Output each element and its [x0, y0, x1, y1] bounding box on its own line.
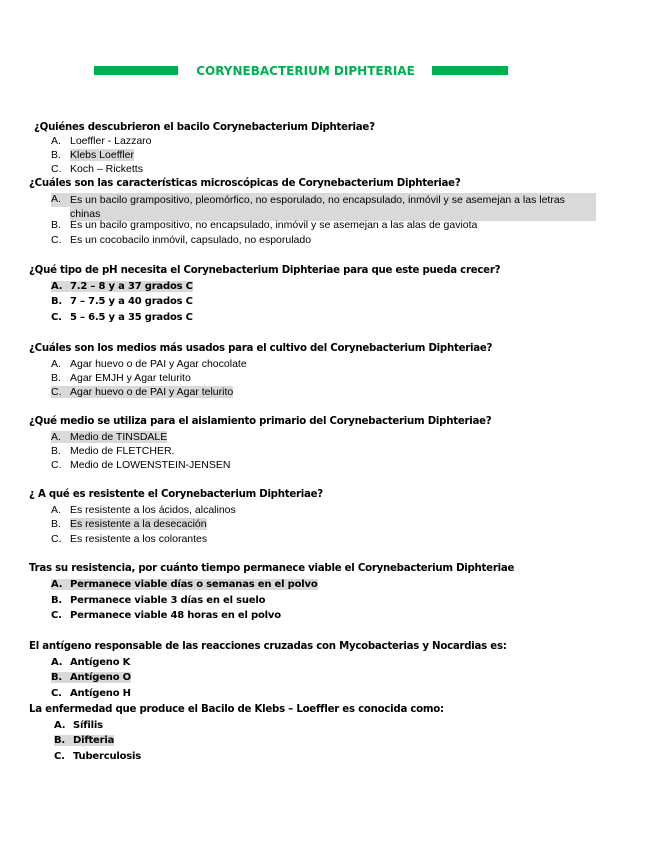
q4-option-a[interactable]: A. Agar huevo o de PAI y Agar chocolate: [51, 358, 247, 370]
q7-option-a[interactable]: A. Permanece viable días o semanas en el polvo: [51, 579, 318, 590]
q6-option-a[interactable]: A. Es resistente a los ácidos, alcalinos: [51, 504, 236, 516]
q5-option-a[interactable]: A. Medio de TINSDALE: [51, 431, 168, 443]
q6-option-b[interactable]: B. Es resistente a la desecación: [51, 518, 207, 530]
q1-option-b[interactable]: B. Klebs Loeffler: [51, 149, 135, 161]
title-row: [0, 64, 655, 82]
q8-option-b[interactable]: B. Antígeno O: [51, 672, 131, 683]
q9-option-c[interactable]: C. Tuberculosis: [54, 751, 141, 762]
question-1: ¿Quiénes descubrieron el bacilo Corynebacterium Diphteriae?: [34, 122, 375, 133]
question-8: El antígeno responsable de las reacciones cruzadas con Mycobacterias y Nocardias es:: [29, 641, 507, 652]
q2-option-a[interactable]: A. Es un bacilo grampositivo, pleomórfico, no esporulado, no encapsulado, inmóvil y se asemejan a las letras chinas: [51, 193, 596, 221]
q3-option-a[interactable]: A. 7.2 – 8 y a 37 grados C: [51, 281, 193, 292]
q4-option-c[interactable]: C. Agar huevo o de PAI y Agar telurito: [51, 386, 234, 398]
q4-option-b[interactable]: B. Agar EMJH y Agar telurito: [51, 372, 191, 384]
question-5: ¿Qué medio se utiliza para el aislamiento primario del Corynebacterium Diphteriae?: [29, 416, 492, 427]
title-bar-right: [432, 66, 508, 75]
page-title: CORYNEBACTERIUM DIPHTERIAE: [196, 64, 415, 78]
q7-option-b[interactable]: B. Permanece viable 3 días en el suelo: [51, 595, 266, 606]
q1-option-a[interactable]: A. Loeffler - Lazzaro: [51, 135, 152, 147]
q7-option-c[interactable]: C. Permanece viable 48 horas en el polvo: [51, 610, 281, 621]
question-2: ¿Cuáles son las características microscópicas de Corynebacterium Diphteriae?: [29, 178, 461, 189]
q3-option-c[interactable]: C. 5 – 6.5 y a 35 grados C: [51, 312, 193, 323]
q2-option-b[interactable]: B. Es un bacilo grampositivo, no encapsulado, inmóvil y se asemejan a las alas de gaviota: [51, 219, 478, 231]
q8-option-c[interactable]: C. Antígeno H: [51, 688, 131, 699]
question-3: ¿Qué tipo de pH necesita el Corynebacterium Diphteriae para que este pueda crecer?: [29, 265, 501, 276]
q9-option-a[interactable]: A. Sífilis: [54, 720, 103, 731]
question-7: Tras su resistencia, por cuánto tiempo permanece viable el Corynebacterium Diphteriae: [29, 563, 515, 574]
q9-option-b[interactable]: B. Difteria: [54, 735, 115, 746]
q8-option-a[interactable]: A. Antígeno K: [51, 657, 131, 668]
question-4: ¿Cuáles son los medios más usados para el cultivo del Corynebacterium Diphteriae?: [29, 343, 493, 354]
q2-option-c[interactable]: C. Es un cocobacilo inmóvil, capsulado, no esporulado: [51, 234, 312, 246]
q5-option-c[interactable]: C. Medio de LOWENSTEIN-JENSEN: [51, 459, 231, 471]
question-9: La enfermedad que produce el Bacilo de Klebs – Loeffler es conocida como:: [29, 704, 444, 715]
q3-option-b[interactable]: B. 7 – 7.5 y a 40 grados C: [51, 296, 193, 307]
q1-option-c[interactable]: C. Koch – Ricketts: [51, 163, 143, 175]
question-6: ¿ A qué es resistente el Corynebacterium Diphteriae?: [29, 489, 323, 500]
q5-option-b[interactable]: B. Medio de FLETCHER.: [51, 445, 175, 457]
title-bar-left: [94, 66, 178, 75]
q6-option-c[interactable]: C. Es resistente a los colorantes: [51, 533, 208, 545]
